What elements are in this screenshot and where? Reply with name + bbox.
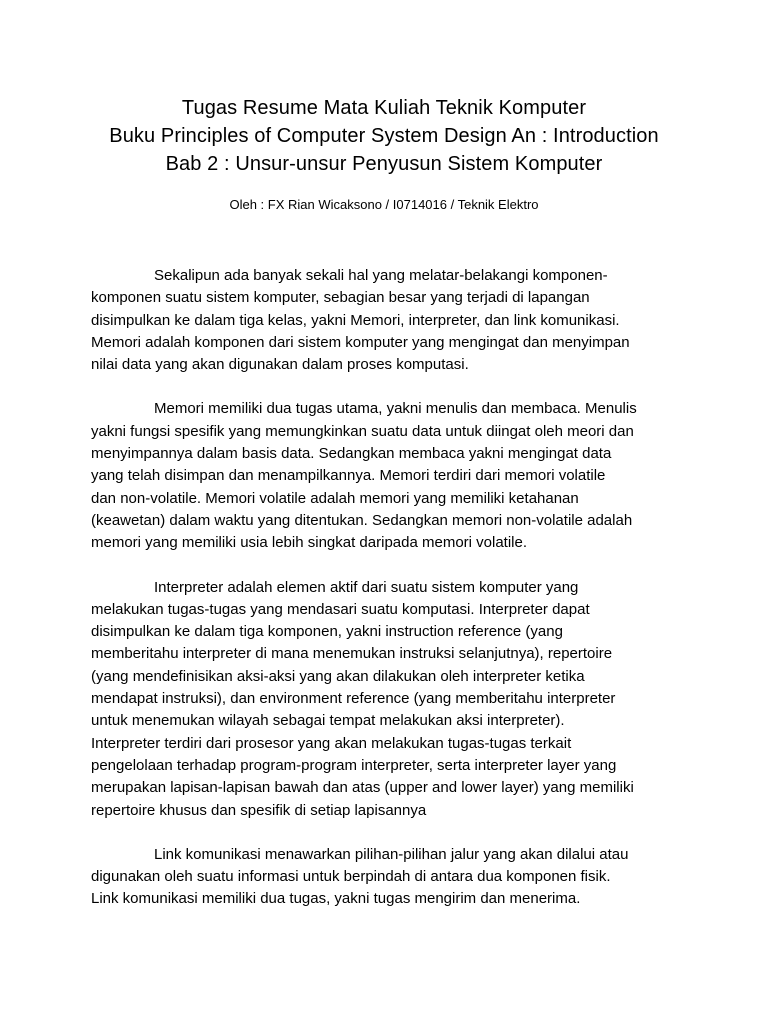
document-title <box>0 94 768 178</box>
text-line: memori yang memiliki usia lebih singkat daripada memori volatile. <box>91 534 528 552</box>
text-line: pengelolaan terhadap program-program interpreter, serta interpreter layer yang <box>91 756 617 774</box>
text-line: repertoire khusus dan spesifik di setiap lapisannya <box>91 801 427 819</box>
text-line: merupakan lapisan-lapisan bawah dan atas (upper and lower layer) yang memiliki <box>91 779 634 797</box>
text-line: dan non-volatile. Memori volatile adalah memori yang memiliki ketahanan <box>91 489 579 507</box>
text-line: mendapat instruksi), dan environment reference (yang memberitahu interpreter <box>91 690 616 708</box>
title-line: Bab 2 : Unsur-unsur Penyusun Sistem Komputer <box>165 153 603 175</box>
text-line: Memori memiliki dua tugas utama, yakni menulis dan membaca. Menulis <box>154 400 637 418</box>
text-line: melakukan tugas-tugas yang mendasari suatu komputasi. Interpreter dapat <box>91 600 590 618</box>
text-line: Memori adalah komponen dari sistem komputer yang mengingat dan menyimpan <box>91 333 630 351</box>
text-line: disimpulkan ke dalam tiga komponen, yakni instruction reference (yang <box>91 623 563 641</box>
text-line: digunakan oleh suatu informasi untuk berpindah di antara dua komponen fisik. <box>91 868 611 886</box>
text-line: Interpreter adalah elemen aktif dari suatu sistem komputer yang <box>154 578 579 596</box>
paragraph-communication-link <box>91 844 691 911</box>
paragraph-memory-tasks <box>91 398 691 554</box>
text-line: disimpulkan ke dalam tiga kelas, yakni Memori, interpreter, dan link komunikasi. <box>91 311 620 329</box>
document-body <box>91 265 691 933</box>
text-line: untuk menemukan wilayah sebagai tempat melakukan aksi interpreter). <box>91 712 565 730</box>
text-line: nilai data yang akan digunakan dalam proses komputasi. <box>91 356 469 374</box>
paragraph-interpreter <box>91 577 691 822</box>
text-line: (yang mendefinisikan aksi-aksi yang akan dilakukan oleh interpreter ketika <box>91 667 585 685</box>
text-line: komponen suatu sistem komputer, sebagian besar yang terjadi di lapangan <box>91 289 590 307</box>
title-line: Tugas Resume Mata Kuliah Teknik Komputer <box>181 97 587 119</box>
text-line: menyimpannya dalam basis data. Sedangkan membaca yakni mengingat data <box>91 445 612 463</box>
text-line: yakni fungsi spesifik yang memungkinkan suatu data untuk diingat oleh meori dan <box>91 422 634 440</box>
author-line: Oleh : FX Rian Wicaksono / I0714016 / Teknik Elektro <box>229 197 539 212</box>
text-line: Link komunikasi memiliki dua tugas, yakni tugas mengirim dan menerima. <box>91 890 581 908</box>
text-line: (keawetan) dalam waktu yang ditentukan. Sedangkan memori non-volatile adalah <box>91 511 633 529</box>
text-line: yang telah disimpan dan menampilkannya. Memori terdiri dari memori volatile <box>91 467 606 485</box>
text-line: memberitahu interpreter di mana menemukan instruksi selanjutnya), repertoire <box>91 645 613 663</box>
text-line: Interpreter terdiri dari prosesor yang akan melakukan tugas-tugas terkait <box>91 734 572 752</box>
title-line: Buku Principles of Computer System Design An : Introduction <box>109 125 659 147</box>
text-line: Link komunikasi menawarkan pilihan-pilihan jalur yang akan dilalui atau <box>154 845 629 863</box>
text-line: Sekalipun ada banyak sekali hal yang melatar-belakangi komponen- <box>154 267 608 284</box>
paragraph-memory-intro <box>91 265 691 376</box>
